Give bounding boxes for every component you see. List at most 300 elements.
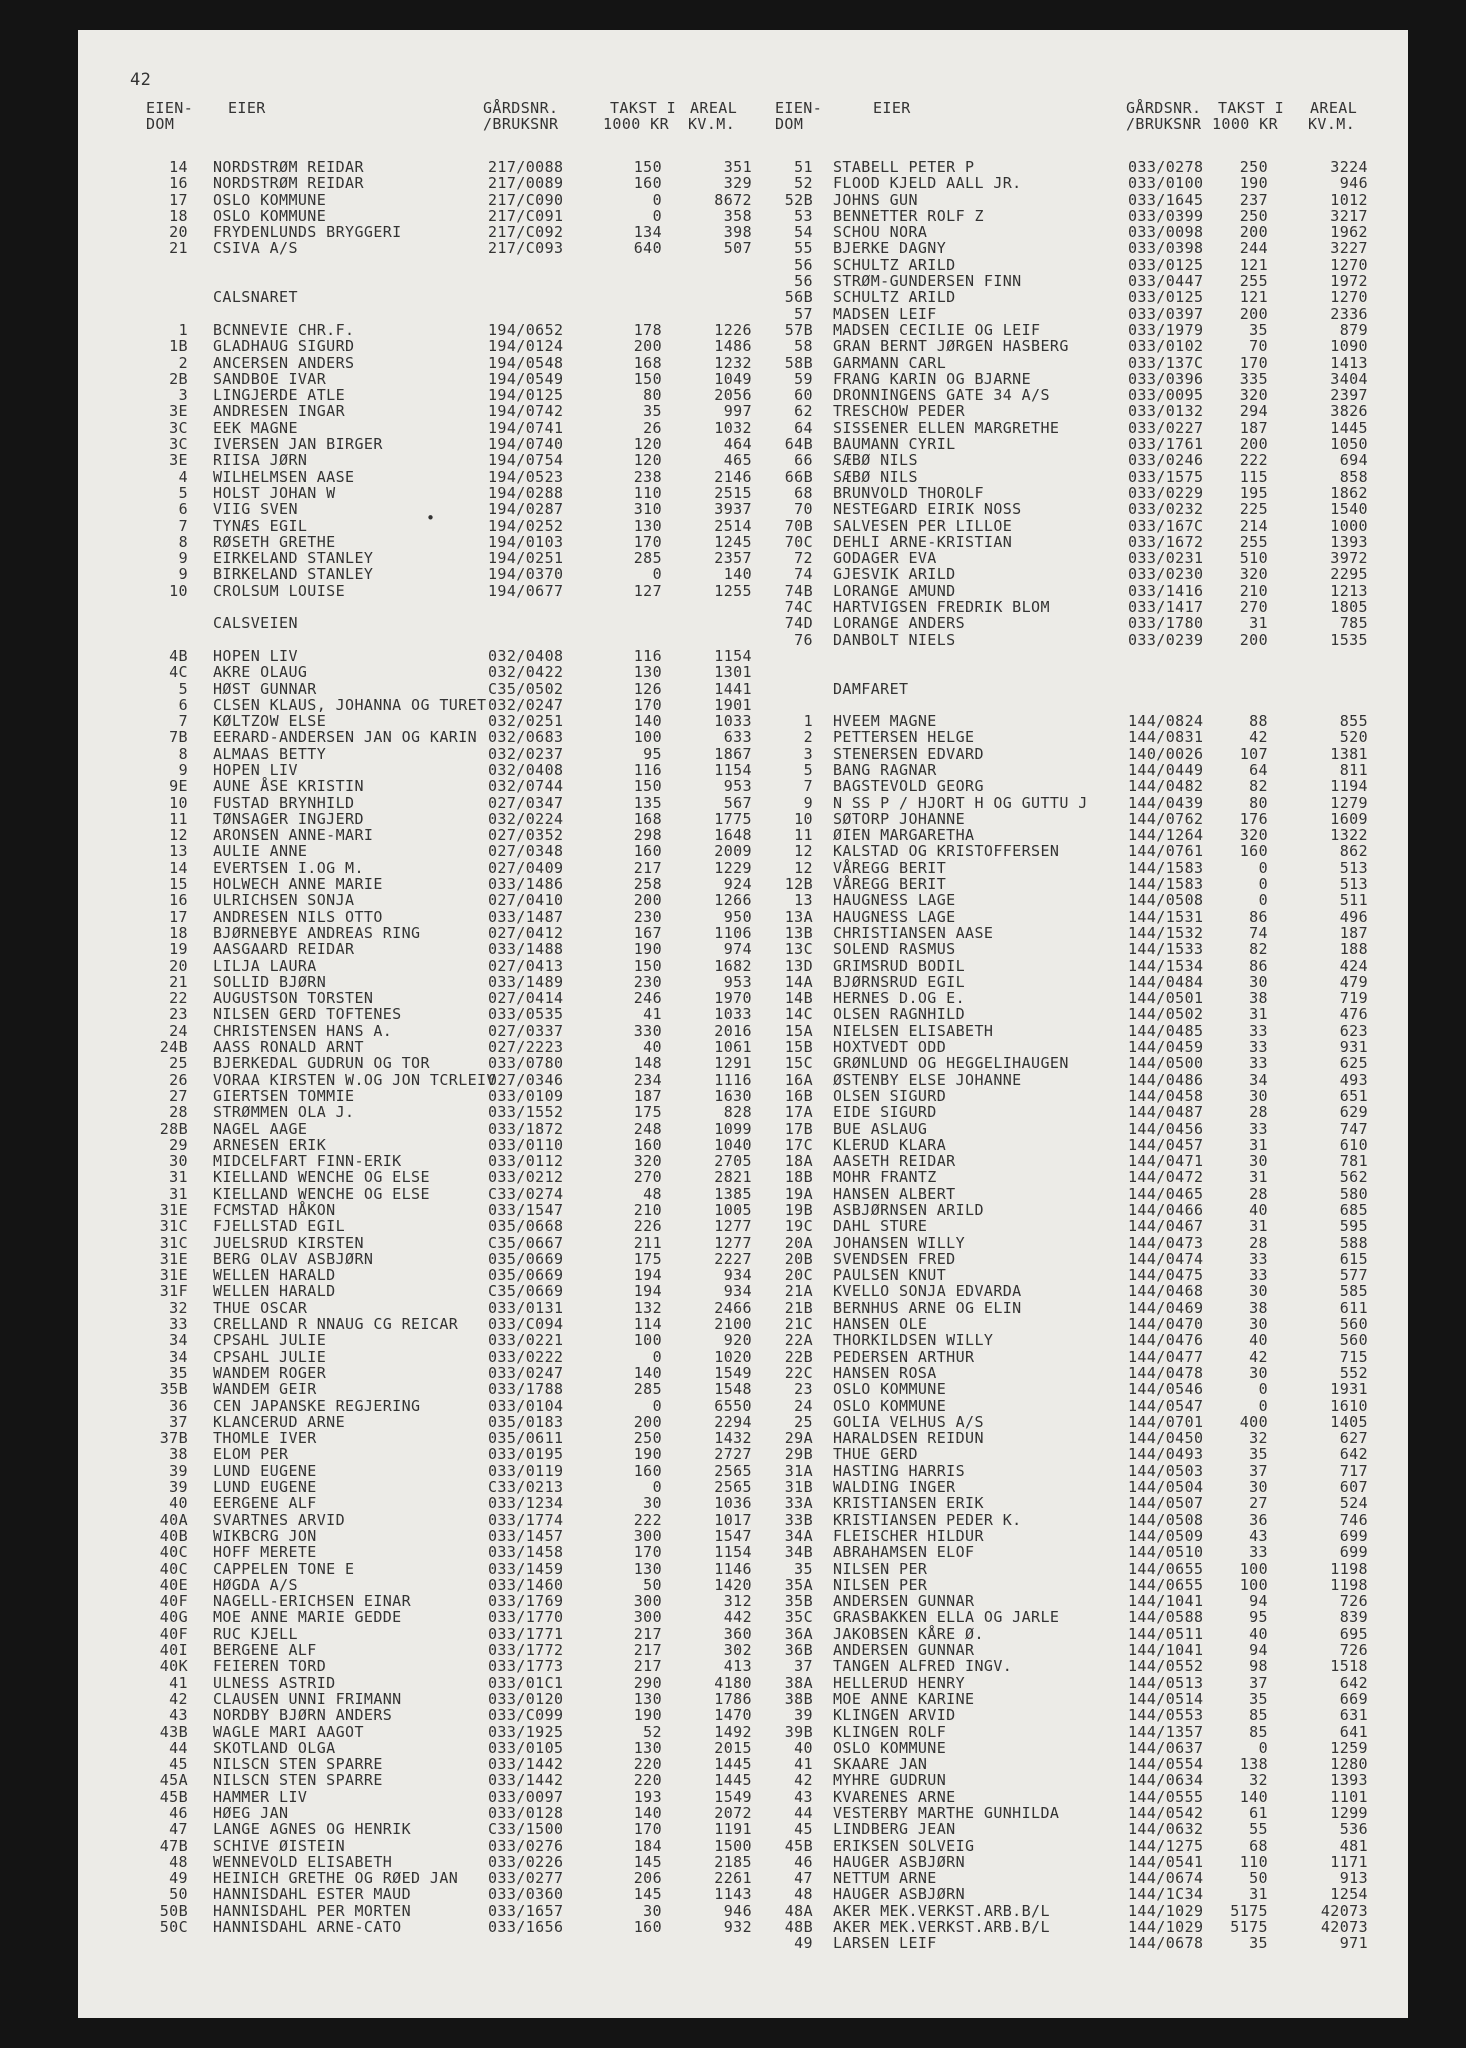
- areal-cell: 1106: [714, 923, 752, 942]
- header-eier-left: EIER: [228, 99, 266, 117]
- gardsnr-cell: 144/0475: [1128, 1266, 1204, 1285]
- gardsnr-cell: 033/1656: [488, 1918, 564, 1937]
- eier-cell: SALVESEN PER LILLOE: [833, 516, 1013, 535]
- eiendom-cell: 52B: [784, 190, 813, 209]
- eier-cell: KRISTIANSEN ERIK: [833, 1494, 984, 1513]
- eier-cell: ANCERSEN ANDERS: [213, 353, 355, 372]
- gardsnr-cell: 033/1417: [1128, 598, 1204, 617]
- takst-cell: 190: [633, 1445, 662, 1464]
- gardsnr-cell: 032/0744: [488, 777, 564, 796]
- table-row: [78, 1414, 1408, 1430]
- table-row: [78, 240, 1408, 256]
- gardsnr-cell: 027/0412: [488, 923, 564, 942]
- takst-cell: 176: [1239, 809, 1268, 828]
- areal-cell: 2072: [714, 1803, 752, 1822]
- eiendom-cell: 40C: [159, 1543, 188, 1562]
- takst-cell: 0: [652, 206, 662, 225]
- areal-cell: 513: [1339, 858, 1368, 877]
- eiendom-cell: 18A: [784, 1152, 813, 1171]
- eier-cell: SOLEND RASMUS: [833, 940, 956, 959]
- eiendom-cell: 25: [169, 1054, 188, 1073]
- areal-cell: 2466: [714, 1298, 752, 1317]
- eier-cell: EVERTSEN I.OG M.: [213, 858, 364, 877]
- eier-cell: CHRISTENSEN HANS A.: [213, 1021, 393, 1040]
- eiendom-cell: 24B: [159, 1038, 188, 1057]
- gardsnr-cell: 144/1357: [1128, 1722, 1204, 1741]
- takst-cell: 30: [1249, 972, 1268, 991]
- gardsnr-cell: 033/0535: [488, 1005, 564, 1024]
- gardsnr-cell: 144/0547: [1128, 1396, 1204, 1415]
- areal-cell: 1033: [714, 1005, 752, 1024]
- takst-cell: 211: [633, 1233, 662, 1252]
- eiendom-cell: 19A: [784, 1184, 813, 1203]
- table-row: [78, 941, 1408, 957]
- takst-cell: 80: [643, 386, 662, 405]
- gardsnr-cell: 033/0125: [1128, 255, 1204, 274]
- gardsnr-cell: 033/0125: [1128, 288, 1204, 307]
- bullet-mark: •: [426, 509, 436, 527]
- gardsnr-cell: 144/0500: [1128, 1054, 1204, 1073]
- gardsnr-cell: 033/0276: [488, 1836, 564, 1855]
- areal-cell: 934: [723, 1266, 752, 1285]
- gardsnr-cell: 033/0447: [1128, 272, 1204, 291]
- areal-cell: 717: [1339, 1461, 1368, 1480]
- areal-cell: 1198: [1330, 1559, 1368, 1578]
- eiendom-cell: 68: [794, 483, 813, 502]
- gardsnr-cell: 033/0097: [488, 1787, 564, 1806]
- areal-cell: 1050: [1330, 435, 1368, 454]
- takst-cell: 31: [1249, 1135, 1268, 1154]
- gardsnr-cell: 033/1489: [488, 972, 564, 991]
- eier-cell: HAUGNESS LAGE: [833, 907, 956, 926]
- gardsnr-cell: 194/0549: [488, 369, 564, 388]
- takst-cell: 230: [633, 972, 662, 991]
- eiendom-cell: 39B: [784, 1722, 813, 1741]
- eier-cell: BAGSTEVOLD GEORG: [833, 777, 984, 796]
- eier-cell: HASTING HARRIS: [833, 1461, 966, 1480]
- eiendom-cell: 1: [178, 320, 188, 339]
- table-row: [78, 958, 1408, 974]
- eier-cell: LUND EUGENE: [213, 1461, 317, 1480]
- gardsnr-cell: 144/0634: [1128, 1771, 1204, 1790]
- takst-cell: 61: [1249, 1803, 1268, 1822]
- areal-cell: 828: [723, 1103, 752, 1122]
- eiendom-cell: 31F: [159, 1282, 188, 1301]
- gardsnr-cell: 033/1780: [1128, 614, 1204, 633]
- takst-cell: 130: [633, 1689, 662, 1708]
- areal-cell: 1277: [714, 1233, 752, 1252]
- eier-cell: FRANG KARIN OG BJARNE: [833, 369, 1032, 388]
- areal-cell: 1291: [714, 1054, 752, 1073]
- eier-cell: VORAA KIRSTEN W.OG JON TCRLEIV: [213, 1070, 496, 1089]
- takst-cell: 255: [1239, 532, 1268, 551]
- eiendom-cell: 9: [178, 760, 188, 779]
- gardsnr-cell: 144/0674: [1128, 1869, 1204, 1888]
- areal-cell: 511: [1339, 891, 1368, 910]
- gardsnr-cell: 144/0493: [1128, 1445, 1204, 1464]
- table-row: [78, 1381, 1408, 1397]
- gardsnr-cell: 144/0484: [1128, 972, 1204, 991]
- takst-cell: 33: [1249, 1249, 1268, 1268]
- gardsnr-cell: 033/0105: [488, 1738, 564, 1757]
- eiendom-cell: 33: [169, 1315, 188, 1334]
- eier-cell: EERGENE ALF: [213, 1494, 317, 1513]
- eiendom-cell: 40C: [159, 1559, 188, 1578]
- header-gardsnr-right: GÅRDSNR.: [1126, 99, 1202, 117]
- takst-cell: 94: [1249, 1641, 1268, 1660]
- takst-cell: 114: [633, 1315, 662, 1334]
- takst-cell: 34: [1249, 1070, 1268, 1089]
- eier-cell: GODAGER EVA: [833, 549, 937, 568]
- eier-cell: EERARD-ANDERSEN JAN OG KARIN: [213, 728, 478, 747]
- eier-cell: CLSEN KLAUS, JOHANNA OG TURET: [213, 695, 487, 714]
- eier-cell: CPSAHL JULIE: [213, 1347, 327, 1366]
- areal-cell: 140: [723, 565, 752, 584]
- areal-cell: 2514: [714, 516, 752, 535]
- gardsnr-cell: 035/0611: [488, 1429, 564, 1448]
- takst-cell: 26: [643, 418, 662, 437]
- takst-cell: 116: [633, 646, 662, 665]
- areal-cell: 2705: [714, 1152, 752, 1171]
- table-row: [78, 1039, 1408, 1055]
- takst-cell: 40: [1249, 1201, 1268, 1219]
- takst-cell: 320: [633, 1152, 662, 1171]
- areal-cell: 524: [1339, 1494, 1368, 1513]
- areal-cell: 1194: [1330, 777, 1368, 796]
- areal-cell: 8672: [714, 190, 752, 209]
- gardsnr-cell: 144/0478: [1128, 1363, 1204, 1382]
- takst-cell: 35: [1249, 1689, 1268, 1708]
- gardsnr-cell: 144/1275: [1128, 1836, 1204, 1855]
- eiendom-cell: 34B: [784, 1543, 813, 1562]
- table-row: [78, 1886, 1408, 1902]
- areal-cell: 1610: [1330, 1396, 1368, 1415]
- takst-cell: 50: [1249, 1869, 1268, 1888]
- table-row: [78, 892, 1408, 908]
- gardsnr-cell: 033/1416: [1128, 581, 1204, 600]
- eier-cell: MOHR FRANTZ: [833, 1168, 937, 1187]
- gardsnr-cell: 033/0221: [488, 1331, 564, 1350]
- eier-cell: AULIE ANNE: [213, 842, 308, 861]
- table-row: [78, 1283, 1408, 1299]
- areal-cell: 611: [1339, 1298, 1368, 1317]
- takst-cell: 200: [1239, 435, 1268, 454]
- takst-cell: 55: [1249, 1820, 1268, 1839]
- eier-cell: LILJA LAURA: [213, 956, 317, 975]
- gardsnr-cell: 033/0360: [488, 1885, 564, 1904]
- table-row: [78, 1854, 1408, 1870]
- street-name: CALSVEIEN: [213, 614, 298, 633]
- eiendom-cell: 48: [794, 1885, 813, 1904]
- eiendom-cell: 42: [794, 1771, 813, 1790]
- eiendom-cell: 12: [169, 826, 188, 845]
- eiendom-cell: 15A: [784, 1021, 813, 1040]
- areal-cell: 1299: [1330, 1803, 1368, 1822]
- gardsnr-cell: 144/0655: [1128, 1559, 1204, 1578]
- eiendom-cell: 53: [794, 206, 813, 225]
- eier-cell: MOE ANNE KARINE: [833, 1689, 975, 1708]
- takst-cell: 116: [633, 760, 662, 779]
- eier-cell: PETTERSEN HELGE: [833, 728, 975, 747]
- areal-cell: 1931: [1330, 1380, 1368, 1399]
- gardsnr-cell: 033/0396: [1128, 369, 1204, 388]
- takst-cell: 210: [1239, 581, 1268, 600]
- header-eiendom2-right: DOM: [775, 115, 804, 133]
- eiendom-cell: 13A: [784, 907, 813, 926]
- eiendom-cell: 66B: [784, 467, 813, 486]
- eier-cell: BERNHUS ARNE OG ELIN: [833, 1298, 1022, 1317]
- eier-cell: MIDCELFART FINN-ERIK: [213, 1152, 402, 1171]
- areal-cell: 1090: [1330, 337, 1368, 356]
- gardsnr-cell: 033/0232: [1128, 500, 1204, 519]
- takst-cell: 200: [633, 337, 662, 356]
- header-takst2-right: 1000 KR: [1212, 115, 1279, 133]
- takst-cell: 220: [633, 1771, 662, 1790]
- takst-cell: 0: [652, 565, 662, 584]
- gardsnr-cell: 027/0347: [488, 793, 564, 812]
- takst-cell: 140: [1239, 1787, 1268, 1806]
- takst-cell: 250: [1239, 158, 1268, 176]
- eier-cell: CPSAHL JULIE: [213, 1331, 327, 1350]
- gardsnr-cell: 144/1041: [1128, 1592, 1204, 1611]
- takst-cell: 85: [1249, 1722, 1268, 1741]
- eier-cell: RIISA JØRN: [213, 451, 308, 470]
- areal-cell: 625: [1339, 1054, 1368, 1073]
- eier-cell: KLERUD KLARA: [833, 1135, 947, 1154]
- gardsnr-cell: 144/0761: [1128, 842, 1204, 861]
- gardsnr-cell: 144/0501: [1128, 989, 1204, 1008]
- areal-cell: 2357: [714, 549, 752, 568]
- table-row: [78, 746, 1408, 762]
- gardsnr-cell: 144/0502: [1128, 1005, 1204, 1024]
- eiendom-cell: 14A: [784, 972, 813, 991]
- areal-cell: 1420: [714, 1575, 752, 1594]
- table-row: [78, 403, 1408, 419]
- takst-cell: 298: [633, 826, 662, 845]
- gardsnr-cell: 194/0251: [488, 549, 564, 568]
- areal-cell: 1036: [714, 1494, 752, 1513]
- areal-cell: 1254: [1330, 1885, 1368, 1904]
- eiendom-cell: 21B: [784, 1298, 813, 1317]
- eier-cell: HAMMER LIV: [213, 1787, 308, 1806]
- eier-cell: KVELLO SONJA EDVARDA: [833, 1282, 1022, 1301]
- eiendom-cell: 14B: [784, 989, 813, 1008]
- eiendom-cell: 51: [794, 158, 813, 176]
- gardsnr-cell: 033/1459: [488, 1559, 564, 1578]
- eier-cell: AASETH REIDAR: [833, 1152, 956, 1171]
- areal-cell: 413: [723, 1657, 752, 1676]
- gardsnr-cell: 144/0503: [1128, 1461, 1204, 1480]
- gardsnr-cell: 033/1486: [488, 875, 564, 894]
- gardsnr-cell: 194/0288: [488, 483, 564, 502]
- eiendom-cell: 44: [794, 1803, 813, 1822]
- eiendom-cell: 12: [794, 858, 813, 877]
- takst-cell: 33: [1249, 1021, 1268, 1040]
- eier-cell: KRISTIANSEN PEDER K.: [833, 1510, 1022, 1529]
- takst-cell: 400: [1239, 1412, 1268, 1431]
- areal-cell: 1143: [714, 1885, 752, 1904]
- takst-cell: 74: [1249, 923, 1268, 942]
- areal-cell: 719: [1339, 989, 1368, 1008]
- eier-cell: GRAN BERNT JØRGEN HASBERG: [833, 337, 1069, 356]
- gardsnr-cell: 033/0109: [488, 1086, 564, 1105]
- takst-cell: 28: [1249, 1233, 1268, 1252]
- takst-cell: 0: [652, 1347, 662, 1366]
- areal-cell: 187: [1339, 923, 1368, 942]
- eier-cell: BENNETTER ROLF Z: [833, 206, 984, 225]
- gardsnr-cell: 144/1531: [1128, 907, 1204, 926]
- takst-cell: 37: [1249, 1461, 1268, 1480]
- table-row: [78, 1772, 1408, 1788]
- eiendom-cell: 46: [794, 1852, 813, 1871]
- areal-cell: 1393: [1330, 1771, 1368, 1790]
- takst-cell: 238: [633, 467, 662, 486]
- eiendom-cell: 13B: [784, 923, 813, 942]
- gardsnr-cell: 035/0668: [488, 1217, 564, 1236]
- takst-cell: 43: [1249, 1526, 1268, 1545]
- eier-cell: OSLO KOMMUNE: [833, 1396, 947, 1415]
- eier-cell: BERGENE ALF: [213, 1641, 317, 1660]
- table-row: [78, 1332, 1408, 1348]
- eier-cell: N SS P / HJORT H OG GUTTU J: [833, 793, 1088, 812]
- eier-cell: ULNESS ASTRID: [213, 1673, 336, 1692]
- eiendom-cell: 39: [794, 1706, 813, 1725]
- gardsnr-cell: 033/0278: [1128, 158, 1204, 176]
- areal-cell: 2056: [714, 386, 752, 405]
- eiendom-cell: 3: [178, 386, 188, 405]
- areal-cell: 726: [1339, 1641, 1368, 1660]
- table-row: [78, 925, 1408, 941]
- gardsnr-cell: 217/C093: [488, 239, 564, 258]
- eier-cell: RUC KJELL: [213, 1624, 298, 1643]
- areal-cell: 1518: [1330, 1657, 1368, 1676]
- gardsnr-cell: 140/0026: [1128, 744, 1204, 763]
- eier-cell: BIRKELAND STANLEY: [213, 565, 374, 584]
- areal-cell: 615: [1339, 1249, 1368, 1268]
- eiendom-cell: 28: [169, 1103, 188, 1122]
- takst-cell: 200: [1239, 223, 1268, 242]
- table-row: [78, 1446, 1408, 1462]
- areal-cell: 1547: [714, 1526, 752, 1545]
- gardsnr-cell: 035/0183: [488, 1412, 564, 1431]
- eier-cell: FLOOD KJELD AALL JR.: [833, 174, 1022, 193]
- takst-cell: 237: [1239, 190, 1268, 209]
- gardsnr-cell: C33/0213: [488, 1478, 564, 1497]
- areal-cell: 685: [1339, 1201, 1368, 1219]
- eier-cell: EIRKELAND STANLEY: [213, 549, 374, 568]
- eiendom-cell: 43: [794, 1787, 813, 1806]
- eiendom-cell: 37: [794, 1657, 813, 1676]
- table-row: [78, 1479, 1408, 1495]
- eiendom-cell: 16A: [784, 1070, 813, 1089]
- eier-cell: NILSCN STEN SPARRE: [213, 1771, 383, 1790]
- gardsnr-cell: 144/0553: [1128, 1706, 1204, 1725]
- eiendom-cell: 9: [178, 549, 188, 568]
- takst-cell: 33: [1249, 1543, 1268, 1562]
- takst-cell: 226: [633, 1217, 662, 1236]
- takst-cell: 217: [633, 858, 662, 877]
- gardsnr-cell: 033/0229: [1128, 483, 1204, 502]
- gardsnr-cell: 144/0507: [1128, 1494, 1204, 1513]
- areal-cell: 1445: [714, 1755, 752, 1774]
- table-row: [78, 1561, 1408, 1577]
- areal-cell: 2397: [1330, 386, 1368, 405]
- gardsnr-cell: 144/0588: [1128, 1608, 1204, 1627]
- table-row: [78, 615, 1408, 631]
- areal-cell: 3224: [1330, 158, 1368, 176]
- eiendom-cell: 17: [169, 907, 188, 926]
- gardsnr-cell: 033/0095: [1128, 386, 1204, 405]
- eiendom-cell: 45B: [784, 1836, 813, 1855]
- takst-cell: 184: [633, 1836, 662, 1855]
- gardsnr-cell: 032/0224: [488, 809, 564, 828]
- takst-cell: 0: [652, 190, 662, 209]
- eiendom-cell: 47: [794, 1869, 813, 1888]
- areal-cell: 1266: [714, 891, 752, 910]
- takst-cell: 33: [1249, 1266, 1268, 1285]
- eier-cell: MOE ANNE MARIE GEDDE: [213, 1608, 402, 1627]
- gardsnr-cell: 033/0227: [1128, 418, 1204, 437]
- eiendom-cell: 29: [169, 1135, 188, 1154]
- areal-cell: 567: [723, 793, 752, 812]
- eiendom-cell: 9: [178, 565, 188, 584]
- takst-cell: 86: [1249, 907, 1268, 926]
- eier-cell: ERIKSEN SOLVEIG: [833, 1836, 975, 1855]
- eier-cell: THOMLE IVER: [213, 1429, 317, 1448]
- eiendom-cell: 7B: [169, 728, 188, 747]
- eier-cell: NILSCN STEN SPARRE: [213, 1755, 383, 1774]
- gardsnr-cell: 033/1487: [488, 907, 564, 926]
- areal-cell: 1033: [714, 712, 752, 731]
- eier-cell: BJØRNEBYE ANDREAS RING: [213, 923, 421, 942]
- eiendom-cell: 13: [794, 891, 813, 910]
- table-row: [78, 355, 1408, 371]
- table-row: [78, 1903, 1408, 1919]
- eier-cell: DANBOLT NIELS: [833, 630, 956, 649]
- eiendom-cell: 20A: [784, 1233, 813, 1252]
- takst-cell: 32: [1249, 1771, 1268, 1790]
- takst-cell: 35: [1249, 1445, 1268, 1464]
- gardsnr-cell: 144/0514: [1128, 1689, 1204, 1708]
- takst-cell: 52: [643, 1722, 662, 1741]
- table-row: [78, 371, 1408, 387]
- eiendom-cell: 31C: [159, 1217, 188, 1236]
- eiendom-cell: 70: [794, 500, 813, 519]
- gardsnr-cell: 144/0469: [1128, 1298, 1204, 1317]
- takst-cell: 160: [633, 842, 662, 861]
- takst-cell: 168: [633, 809, 662, 828]
- eiendom-cell: 62: [794, 402, 813, 421]
- eier-cell: VÅREGG BERIT: [833, 858, 947, 877]
- takst-cell: 145: [633, 1852, 662, 1871]
- table-row: [78, 1870, 1408, 1886]
- gardsnr-cell: 033/0397: [1128, 304, 1204, 323]
- areal-cell: 746: [1339, 1510, 1368, 1529]
- takst-cell: 85: [1249, 1706, 1268, 1725]
- takst-cell: 95: [1249, 1608, 1268, 1627]
- areal-cell: 1270: [1330, 255, 1368, 274]
- gardsnr-cell: 144/0449: [1128, 760, 1204, 779]
- gardsnr-cell: 144/0476: [1128, 1331, 1204, 1350]
- takst-cell: 5175: [1230, 1918, 1268, 1937]
- eiendom-cell: 2: [803, 728, 813, 747]
- gardsnr-cell: 144/0824: [1128, 712, 1204, 731]
- eier-cell: OSLO KOMMUNE: [213, 190, 327, 209]
- eier-cell: OLSEN SIGURD: [833, 1086, 947, 1105]
- gardsnr-cell: 144/0470: [1128, 1315, 1204, 1334]
- gardsnr-cell: 033/0230: [1128, 565, 1204, 584]
- areal-cell: 1322: [1330, 826, 1368, 845]
